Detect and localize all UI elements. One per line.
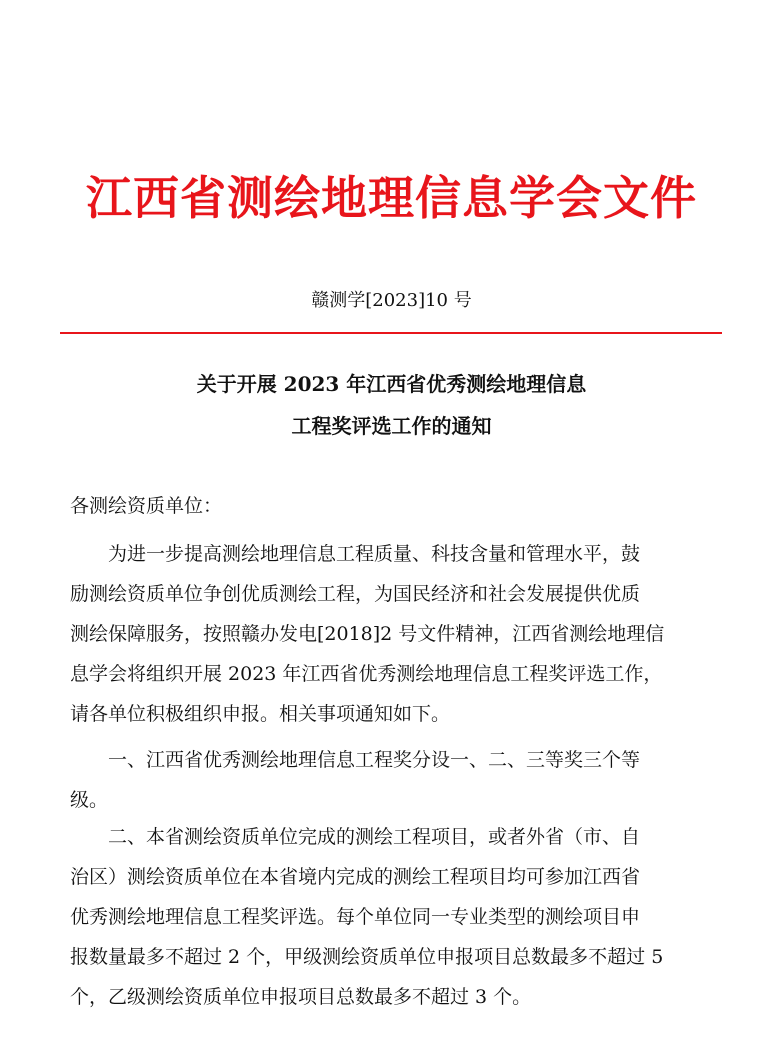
red-divider-line — [60, 332, 722, 334]
notice-title-line-1: 关于开展 2023 年江西省优秀测绘地理信息 — [196, 372, 587, 396]
paragraph-3-line-3: 优秀测绘地理信息工程奖评选。每个单位同一专业类型的测绘项目申 — [70, 906, 641, 928]
notice-title-line-2: 工程奖评选工作的通知 — [291, 414, 492, 438]
paragraph-3-line-2: 治区）测绘资质单位在本省境内完成的测绘工程项目均可参加江西省 — [70, 866, 641, 888]
paragraph-2-line-2: 级。 — [70, 789, 109, 811]
paragraph-3-line-5: 个，乙级测绘资质单位申报项目总数最多不超过 3 个。 — [70, 986, 532, 1008]
paragraph-1-line-3: 测绘保障服务，按照赣办发电[2018]2 号文件精神，江西省测绘地理信 — [70, 623, 665, 645]
issuer-title: 江西省测绘地理信息学会文件 — [86, 171, 697, 225]
paragraph-1-line-1: 为进一步提高测绘地理信息工程质量、科技含量和管理水平，鼓 — [108, 543, 641, 565]
document-number: 赣测学[2023]10 号 — [311, 290, 472, 311]
salutation: 各测绘资质单位： — [70, 495, 223, 517]
paragraph-1-line-4: 息学会将组织开展 2023 年江西省优秀测绘地理信息工程奖评选工作， — [70, 663, 663, 685]
paragraph-1-line-5: 请各单位积极组织申报。相关事项通知如下。 — [70, 703, 451, 725]
paragraph-1-line-2: 励测绘资质单位争创优质测绘工程，为国民经济和社会发展提供优质 — [70, 583, 641, 605]
paragraph-3-line-1: 二、本省测绘资质单位完成的测绘工程项目，或者外省（市、自 — [108, 826, 641, 848]
paragraph-2-line-1: 一、江西省优秀测绘地理信息工程奖分设一、二、三等奖三个等 — [108, 749, 641, 771]
paragraph-3-line-4: 报数量最多不超过 2 个，甲级测绘资质单位申报项目总数最多不超过 5 — [70, 946, 664, 968]
